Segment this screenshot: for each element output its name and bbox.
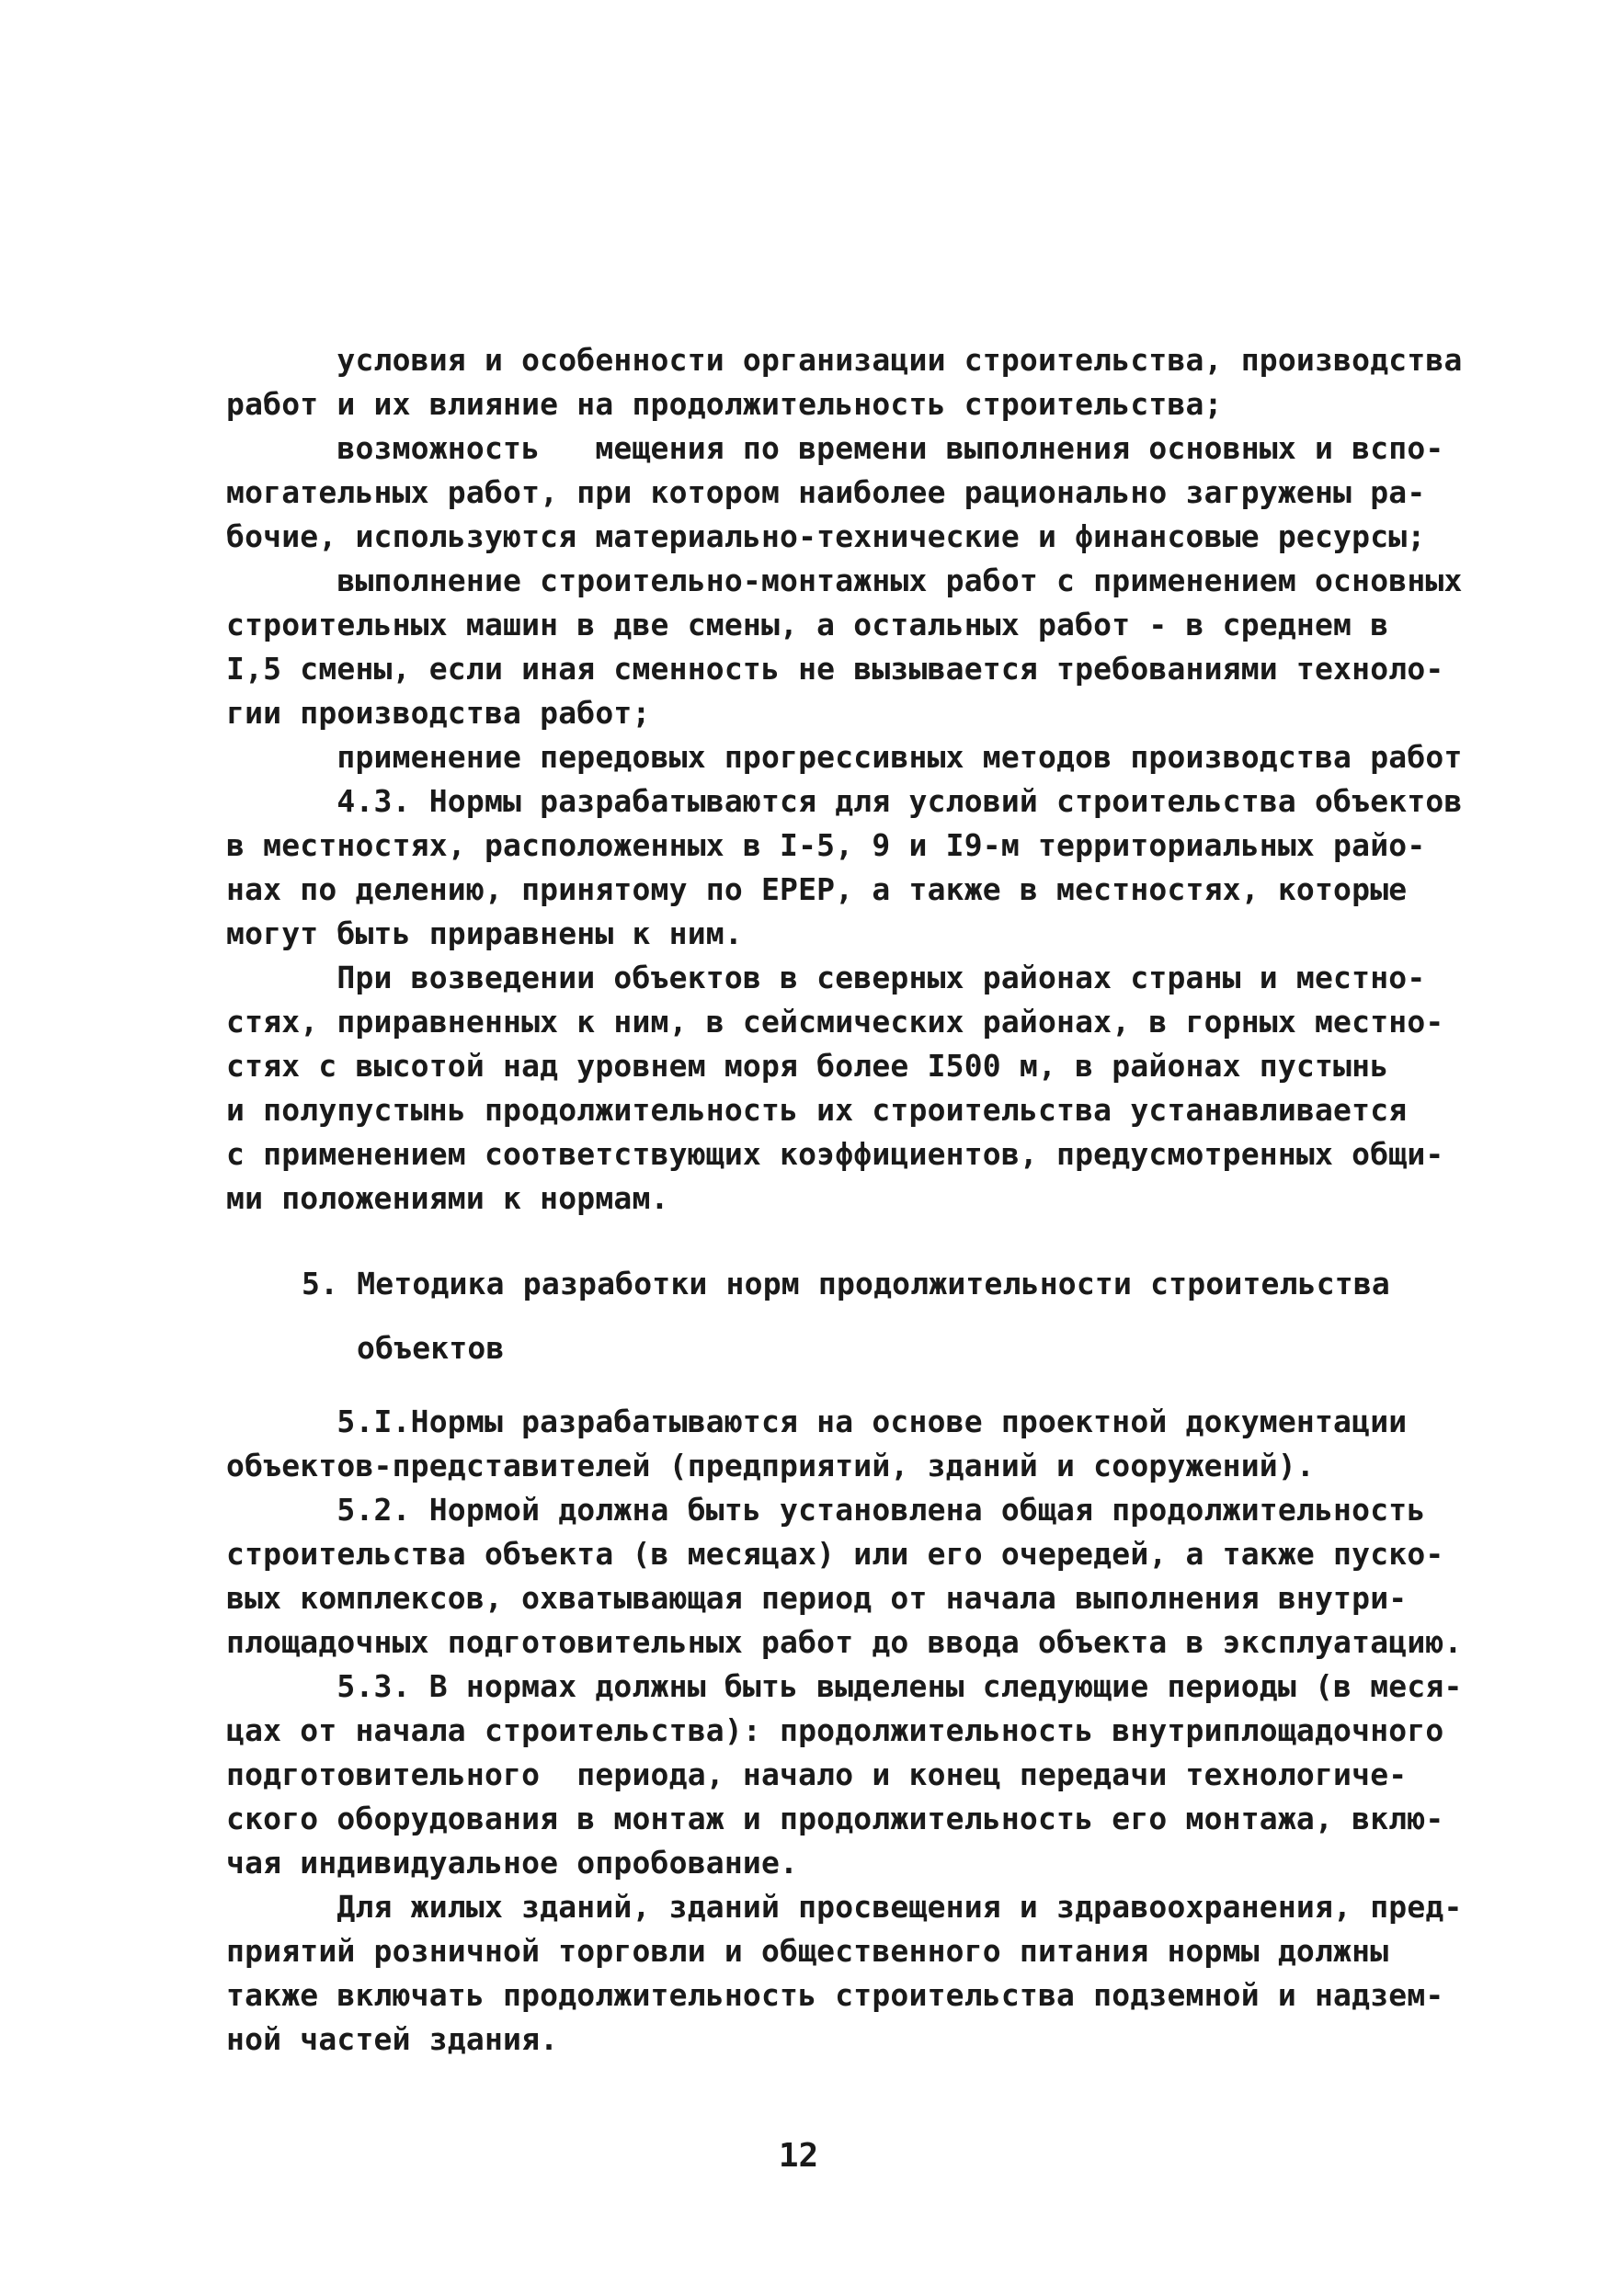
- text-line: нах по делению, принятому по ЕРЕР, а также в местностях, которые: [226, 871, 1408, 907]
- text-line: цах от начала строительства): продолжительность внутриплощадочного: [226, 1712, 1444, 1748]
- text-line: строительных машин в две смены, а остальных работ - в среднем в: [226, 607, 1389, 642]
- text-line: 5.3. В нормах должны быть выделены следующие периоды (в меся-: [226, 1668, 1463, 1704]
- paragraph-block-conditions: [226, 338, 1463, 1221]
- text-line: ной частей здания.: [226, 2021, 559, 2057]
- text-line: возможность мещения по времени выполнения основных и вспо-: [226, 430, 1444, 466]
- text-line: стях, приравненных к ним, в сейсмических районах, в горных местно-: [226, 1004, 1444, 1040]
- text-line: работ и их влияние на продолжительность строительства;: [226, 386, 1223, 422]
- text-line: выполнение строительно-монтажных работ с применением основных: [226, 563, 1463, 598]
- section-heading: [302, 1252, 1497, 1381]
- text-line: вых комплексов, охватывающая период от начала выполнения внутри-: [226, 1580, 1408, 1616]
- text-line: условия и особенности организации строительства, производства: [226, 342, 1463, 378]
- text-line: ми положениями к нормам.: [226, 1180, 669, 1216]
- text-line: приятий розничной торговли и общественного питания нормы должны: [226, 1933, 1389, 1969]
- text-line: 4.3. Нормы разрабатываются для условий строительства объектов: [226, 783, 1463, 819]
- text-line: гии производства работ;: [226, 695, 651, 731]
- text-line: 5.2. Нормой должна быть установлена общая продолжительность: [226, 1492, 1426, 1528]
- text-line: 5.I.Нормы разрабатываются на основе проектной документации: [226, 1404, 1408, 1439]
- text-line: строительства объекта (в месяцах) или его очередей, а также пуско-: [226, 1536, 1444, 1572]
- text-line: могательных работ, при котором наиболее рационально загружены ра-: [226, 474, 1426, 510]
- text-line: в местностях, расположенных в I-5, 9 и I9-м территориальных райо-: [226, 827, 1426, 863]
- text-line: I,5 смены, если иная сменность не вызывается требованиями техноло-: [226, 651, 1444, 687]
- text-line: подготовительного периода, начало и конец передачи технологиче-: [226, 1756, 1408, 1792]
- text-line: При возведении объектов в северных районах страны и местно-: [226, 960, 1426, 995]
- text-line: также включать продолжительность строительства подземной и надзем-: [226, 1977, 1444, 2013]
- text-line: и полупустынь продолжительность их строительства устанавливается: [226, 1092, 1408, 1128]
- text-line: Для жилых зданий, зданий просвещения и здравоохранения, пред-: [226, 1889, 1463, 1925]
- paragraph-block-methodology: [226, 1400, 1463, 2062]
- text-line: бочие, используются материально-технические и финансовые ресурсы;: [226, 518, 1426, 554]
- text-line: объектов-представителей (предприятий, зданий и сооружений).: [226, 1448, 1315, 1483]
- section-heading-line: 5. Методика разработки норм продолжительности строительства: [302, 1266, 1390, 1301]
- text-line: чая индивидуальное опробование.: [226, 1845, 799, 1881]
- section-heading-line: объектов: [357, 1330, 505, 1366]
- text-line: стях с высотой над уровнем моря более I500 м, в районах пустынь: [226, 1048, 1389, 1084]
- text-line: ского оборудования в монтаж и продолжительность его монтажа, вклю-: [226, 1801, 1444, 1836]
- page-number: 12: [778, 2137, 819, 2175]
- text-line: применение передовых прогрессивных методов производства работ: [226, 739, 1463, 775]
- text-line: площадочных подготовительных работ до ввода объекта в эксплуатацию.: [226, 1624, 1463, 1660]
- text-line: с применением соответствующих коэффициентов, предусмотренных общи-: [226, 1136, 1444, 1172]
- text-line: могут быть приравнены к ним.: [226, 915, 743, 951]
